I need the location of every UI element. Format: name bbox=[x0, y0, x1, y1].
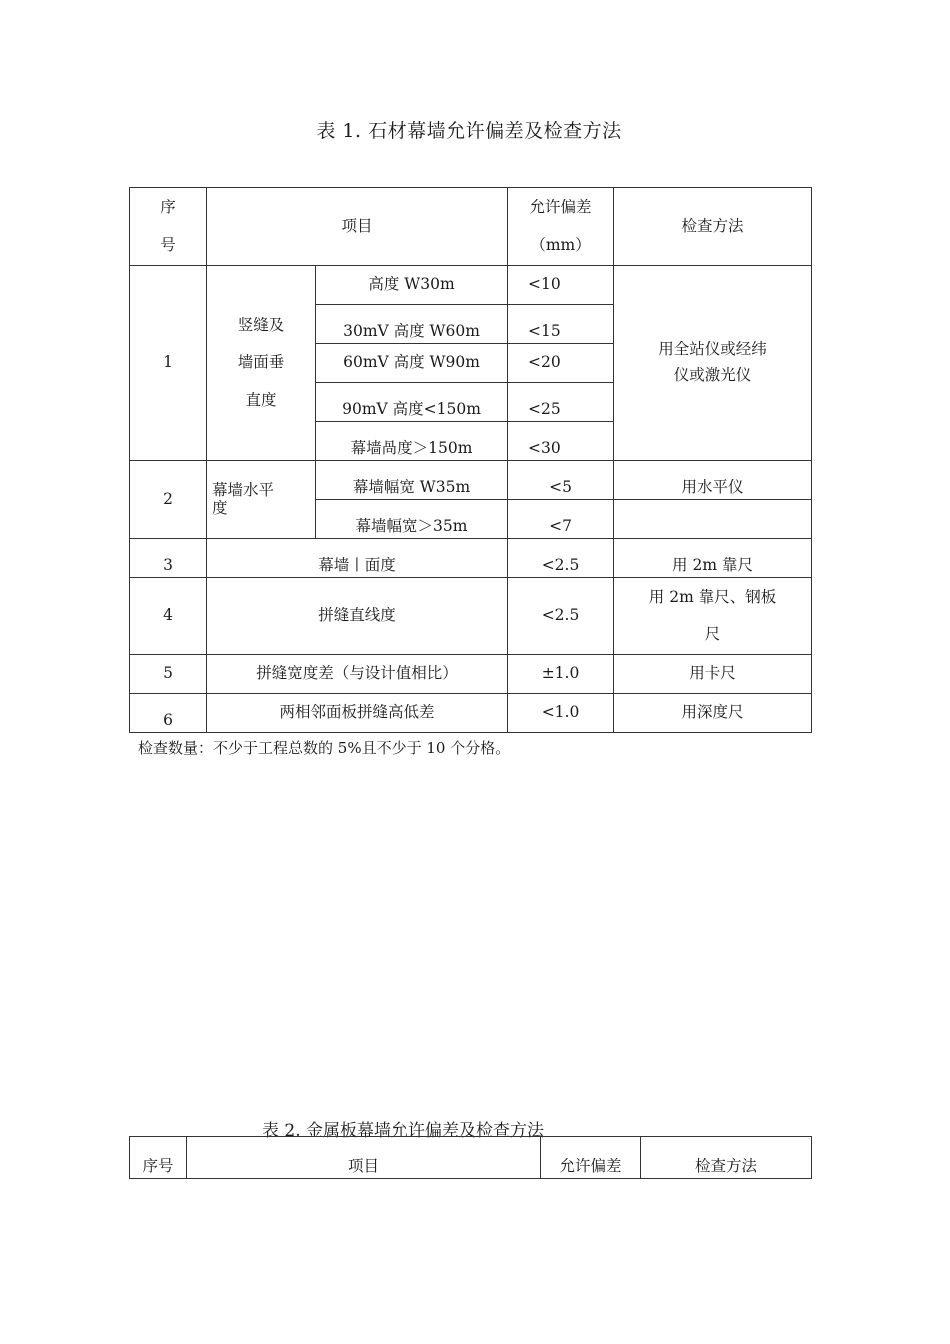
row5-seq: 5 bbox=[130, 655, 207, 694]
table-row bbox=[130, 461, 812, 500]
metal-curtain-wall-tolerance-table bbox=[129, 1136, 812, 1179]
row6-item: 两相邻面板拼缝高低差 bbox=[207, 694, 508, 733]
row4-tol: <2.5 bbox=[508, 578, 614, 655]
row2-category: 幕墙水平 度 bbox=[207, 461, 316, 539]
row6-method: 用深度尺 bbox=[614, 694, 812, 733]
row4-seq: 4 bbox=[130, 578, 207, 655]
row4-item: 拼缝直线度 bbox=[207, 578, 508, 655]
row1-sub4-item: 90mV 高度<150m bbox=[316, 383, 508, 422]
row1-method: 用全站仪或经纬 仪或激光仪 bbox=[614, 266, 812, 461]
table-row bbox=[130, 578, 812, 655]
table2-title: 表 2. 金属板幕墙允许偏差及检查方法 bbox=[262, 1121, 545, 1141]
row4-method: 用 2m 靠尺、钢板 尺 bbox=[614, 578, 812, 655]
table-row bbox=[130, 266, 812, 305]
table1-title: 表 1. 石材幕墙允许偏差及检查方法 bbox=[316, 120, 622, 142]
table-row bbox=[130, 539, 812, 578]
row1-sub1-tol: <10 bbox=[508, 266, 614, 305]
row2-sub1-tol: <5 bbox=[508, 461, 614, 500]
table-row bbox=[130, 655, 812, 694]
row3-seq: 3 bbox=[130, 539, 207, 578]
t2-header-method: 检查方法 bbox=[641, 1137, 812, 1179]
row5-tol: ±1.0 bbox=[508, 655, 614, 694]
row3-method: 用 2m 靠尺 bbox=[614, 539, 812, 578]
row1-sub2-item: 30mV 高度 W60m bbox=[316, 305, 508, 344]
row2-empty bbox=[614, 500, 812, 539]
table-row bbox=[130, 694, 812, 733]
header-tolerance: 允许偏差 （mm） bbox=[508, 188, 614, 266]
row6-seq: 6 bbox=[130, 694, 207, 733]
row1-sub1-item: 高度 W30m bbox=[316, 266, 508, 305]
row1-sub3-tol: <20 bbox=[508, 344, 614, 383]
row1-sub3-item: 60mV 高度 W90m bbox=[316, 344, 508, 383]
row2-seq: 2 bbox=[130, 461, 207, 539]
header-method: 检查方法 bbox=[614, 188, 812, 266]
row6-tol: <1.0 bbox=[508, 694, 614, 733]
t2-header-item: 项目 bbox=[187, 1137, 541, 1179]
t2-header-seq: 序号 bbox=[130, 1137, 187, 1179]
row2-sub2-item: 幕墙幅宽＞35m bbox=[316, 500, 508, 539]
row1-sub4-tol: <25 bbox=[508, 383, 614, 422]
table2-header-row bbox=[130, 1137, 812, 1179]
header-seq: 序 号 bbox=[130, 188, 207, 266]
row5-method: 用卡尺 bbox=[614, 655, 812, 694]
row3-item: 幕墙丨面度 bbox=[207, 539, 508, 578]
row5-item: 拼缝宽度差（与设计值相比） bbox=[207, 655, 508, 694]
inspection-quantity-note: 检查数量：不少于工程总数的 5%且不少于 10 个分格。 bbox=[138, 739, 511, 757]
t2-header-tolerance: 允许偏差 bbox=[541, 1137, 641, 1179]
table1-header-row bbox=[130, 188, 812, 266]
row3-tol: <2.5 bbox=[508, 539, 614, 578]
row1-sub2-tol: <15 bbox=[508, 305, 614, 344]
row1-sub5-item: 幕墙咼度＞150m bbox=[316, 422, 508, 461]
row1-sub5-tol: <30 bbox=[508, 422, 614, 461]
stone-curtain-wall-tolerance-table bbox=[129, 187, 812, 733]
row1-category: 竖缝及 墙面垂 直度 bbox=[207, 266, 316, 461]
row1-seq: 1 bbox=[130, 266, 207, 461]
row2-sub2-tol: <7 bbox=[508, 500, 614, 539]
row2-sub1-item: 幕墙幅宽 W35m bbox=[316, 461, 508, 500]
header-item: 项目 bbox=[207, 188, 508, 266]
row2-method: 用水平仪 bbox=[614, 461, 812, 500]
